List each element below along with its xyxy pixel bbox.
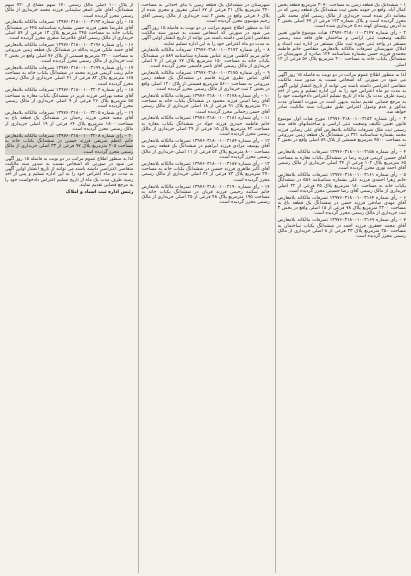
notice-paragraph: ۱۹ – رأی شماره ۱۳۹۷۶۰۳۱۸۰۰۱۰۰۳۲۰۵ تصرفات مالکانه بلامعارض آقای مجید فتحی فرزند رحمان در ششدانگ یک قطعه باغ به مساحت ۱۸۰۰ مترمربع پلاک ۶۴ فرعی از ۱۹ اصلی خریداری از مالک رسمی محرز گردیده است.	[5, 111, 134, 133]
column-right	[275, 3, 408, 573]
notice-paragraph: ۶ – رأی شماره ۱۳۹۷۶۰۳۱۸۰۰۱۰۰۳۱۶۴ تصرفات مالکانه بلامعارض آقای مهدی صادقی فرزند حسن در ششدانگ یک قطعه باغ به مساحت ۲۲۰۰ مترمربع پلاک ۷۸ فرعی از ۱۵ اصلی واقع در بخش ۳ ثبت خریداری از مالک رسمی محرز گردیده است.	[277, 195, 406, 217]
notice-paragraph: ۷ – رأی شماره ۱۳۹۷۶۰۳۱۸۰۰۱۰۰۳۱۶۹ تصرفات مالکانه بلامعارض آقای محمد جعفری فرزند احمد در ششدانگ یکباب ساختمان به مساحت ۲۵۰ مترمربع پلاک ۳۳ فرعی از ۸ اصلی خریداری از مالک رسمی محرز گردیده است.	[277, 218, 406, 240]
notice-paragraph: ۱۴ – رأی شماره ۱۳۹۷۶۰۳۱۸۰۰۱۰۰۳۱۹۰ تصرفات مالکانه بلامعارض خانم سکینه رحیمی فرزند قربان در ششدانگ یکباب خانه به مساحت ۱۹۵ مترمربع پلاک ۴۸ فرعی از ۲۵ اصلی خریداری از مالک رسمی محرز گردیده است.	[141, 184, 270, 206]
notice-paragraph: ۱۸ – رأی شماره ۱۳۹۷۶۰۳۱۸۰۰۱۰۰۳۲۰۲ تصرفات مالکانه بلامعارض آقای سعید بهرامی فرزند عزیز در ششدانگ یکباب مغازه به مساحت ۵۸ مترمربع پلاک ۲۶ فرعی از ۹ اصلی خریداری از مالک رسمی محرز گردیده است.	[5, 88, 134, 110]
notice-paragraph: رئیس اداره ثبت اسناد و املاک	[65, 189, 134, 195]
column-middle	[138, 3, 271, 573]
text-columns	[3, 3, 408, 573]
column-left	[3, 3, 135, 573]
notice-paragraph: ۱۵ – رأی شماره ۱۳۹۷۶۰۳۱۸۰۰۱۰۰۳۱۹۳ تصرفات مالکانه بلامعارض آقای علیرضا نجفی فرزند حسن بشماره شناسنامه ۴۴۵ در ششدانگ یکباب خانه به مساحت ۲۴۵ مترمربع پلاک ۱۳ فرعی از ۵۴ اصلی خریداری از مالک رسمی آقای غلامرضا صفری محرز گردیده است.	[5, 20, 134, 42]
notice-paragraph: لذا به منظور اطلاع عموم مراتب در دو نوبت به فاصله ۱۵ روز آگهی می شود در صورتی که اشخاص نسبت به صدور سند مالکیت متقاضی اعتراضی داشته باشند می توانند از تاریخ انتشار اولین آگهی به مدت دو ماه اعتراض خود را به این اداره تسلیم و پس از اخذ رسید ظرف مدت یک ماه از تاریخ تسلیم اعتراض دادخواست خود را به مرجع قضایی تقدیم نمایند بدیهی است در صورت انقضای مدت مذکور و عدم وصول اعتراض طبق مقررات سند مالکیت صادر خواهد شد.	[277, 73, 406, 116]
notice-paragraph: ۱۱ – رأی شماره ۱۳۹۷۶۰۳۱۸۰۰۱۰۰۳۱۸۱ تصرفات مالکانه بلامعارض خانم فاطمه حیدری فرزند جواد در ششدانگ یکباب مغازه به مساحت ۴۲ مترمربع پلاک ۱۵ فرعی از ۲۹ اصلی خریداری از مالک رسمی محرز گردیده است.	[141, 116, 270, 138]
notice-paragraph: ۱۷ – رأی شماره ۱۳۹۷۶۰۳۱۸۰۰۱۰۰۳۱۹۹ تصرفات مالکانه بلامعارض خانم زینب کریمی فرزند محمد در ششدانگ یکباب خانه به مساحت ۱۶۵ مترمربع پلاک ۸۲ فرعی از ۴۱ اصلی خریداری از مالک رسمی محرز گردیده است.	[5, 65, 134, 87]
notice-paragraph: ۲۰ – رأی شماره ۱۳۹۷۶۰۳۱۸۰۰۱۰۰۳۲۰۸ تصرفات مالکانه بلامعارض خانم اعظم شریفی فرزند حسین در ششدانگ یکباب خانه به مساحت ۲۰۵ مترمربع پلاک ۹۷ فرعی از ۳۳ اصلی خریداری از مالک رسمی محرز گردیده است.	[5, 133, 134, 155]
notice-paragraph: ۱۳ – رأی شماره ۱۳۹۷۶۰۳۱۸۰۰۱۰۰۳۱۸۷ تصرفات مالکانه بلامعارض آقای اکبر طاهری فرزند حسین در ششدانگ یکباب خانه به مساحت ۲۷۰ مترمربع پلاک ۷۳ فرعی از ۳۶ اصلی خریداری از مالک رسمی محرز گردیده است.	[141, 161, 270, 183]
notice-paragraph: لذا به منظور اطلاع عموم مراتب در دو نوبت به فاصله ۱۵ روز آگهی می شود در صورتی که اشخاص نسبت به صدور سند مالکیت متقاضی اعتراضی داشته باشند می توانند از تاریخ انتشار اولین آگهی به مدت دو ماه اعتراض خود را به این اداره تسلیم نمایند.	[141, 25, 270, 47]
notice-paragraph: از پلاک ۱۰۰ اصلی مالک رسمی ۱۷۰ سهم مشاع از ۷۲۰ سهم ششدانگ، آقای علی اصغر سلیمانی فرزند محمد خریداری از مالک رسمی محرز گردیده است.	[5, 3, 134, 19]
notice-paragraph: ۳ – رأی شماره ۱۳۹۷۶۰۳۱۸۰۰۱۰۰۳۱۵۲ مورخ هیات اول موضوع قانون تعیین تکلیف وضعیت ثبتی اراضی و ساختمانهای فاقد سند رسمی ثبت ملک تصرفات مالکانه بلامعارض آقای علی رضایی فرزند محمد بشماره شناسنامه ۳۲۱ در ششدانگ یک قطعه زمین مزروعی به مساحت ۴۵۰۰ مترمربع قسمتی از پلاک ۸۹ اصلی واقع در بخش ۲ ثبت.	[277, 116, 406, 149]
notice-paragraph: ۲ – رأی شماره ۱۳۹۷۶۰۳۱۸۰۰۱۰۰۳۱۴۷ هیات موضوع قانون تعیین تکلیف وضعیت ثبتی اراضی و ساختمان های فاقد سند رسمی مستقر در واحد ثبتی حوزه ثبت ملک مستقر در اداره ثبت اسناد و املاک شهرستان تصرفات مالکانه بلامعارض متقاضی خانم فاطمه محمدی فرزند حسن بشماره شناسنامه ۱۲۴ صادره از شهرستان در ششدانگ یکباب خانه به مساحت ۲۰۰ مترمربع پلاک ۵۶ فرعی از ۱۲ اصلی.	[277, 30, 406, 68]
notice-paragraph: ۱۲ – رأی شماره ۱۳۹۷۶۰۳۱۸۰۰۱۰۰۳۱۸۴ تصرفات مالکانه بلامعارض آقای یوسف مرادی فرزند ابراهیم در ششدانگ یک قطعه زمین به مساحت ۸۰۰ مترمربع پلاک ۵۲ فرعی از ۱۱ اصلی خریداری از مالک رسمی محرز گردیده است.	[141, 139, 270, 161]
notice-paragraph: لذا به منظور اطلاع عموم مراتب در دو نوبت به فاصله ۱۵ روز آگهی می شود در صورتی که اشخاص نسبت به صدور سند مالکیت متقاضی اعتراضی داشته باشند می توانند از تاریخ انتشار اولین آگهی به مدت دو ماه اعتراض خود را به این اداره تسلیم و پس از اخذ رسید ظرف مدت یک ماه از تاریخ تسلیم اعتراض دادخواست خود را به مرجع قضایی تقدیم نمایند.	[5, 156, 134, 188]
notice-paragraph: شهرستان در ششدانگ یک قطعه زمین با بنای احداثی به مساحت ۳۴۰ مترمربع پلاک ۲۱ فرعی از ۶۷ اصلی مفروز و مجزی شده از پلاک ۶ فرعی واقع در بخش ۲ ثبت خریداری از مالک رسمی آقای رحیم موسوی محرز گردیده است.	[141, 3, 270, 24]
notice-paragraph: ۵ – رأی شماره ۱۳۹۷۶۰۳۱۸۰۰۱۰۰۳۱۶۱ تصرفات مالکانه بلامعارض خانم زهرا احمدی فرزند علی بشماره شناسنامه ۵۵۶ در ششدانگ یکباب خانه به مساحت ۱۸۰ مترمربع پلاک ۴۵ فرعی از ۲۲ اصلی خریداری از مالک رسمی آقای رضا حسینی محرز گردیده است.	[277, 172, 406, 194]
notice-paragraph: ۱۶ – رأی شماره ۱۳۹۷۶۰۳۱۸۰۰۱۰۰۳۱۹۶ تصرفات مالکانه بلامعارض آقای حمید ملکی فرزند یدالله در ششدانگ یک قطعه زمین مزروعی به مساحت ۳۲۰۰ مترمربع قسمتی از پلاک ۷۶ اصلی واقع در بخش ۲ ثبت خریداری از مالک رسمی محرز گردیده است.	[5, 43, 134, 64]
notice-paragraph: ۱۰ – رأی شماره ۱۳۹۷۶۰۳۱۸۰۰۱۰۰۳۱۷۸ تصرفات مالکانه بلامعارض آقای رضا امینی فرزند محمود در ششدانگ یکباب خانه به مساحت ۲۱۰ مترمربع پلاک ۹۱ فرعی از ۱۸ اصلی خریداری از مالک رسمی آقای حسن رحمانی محرز گردیده است.	[141, 93, 270, 115]
notice-paragraph: ۹ – رأی شماره ۱۳۹۷۶۰۳۱۸۰۰۱۰۰۳۱۷۵ تصرفات مالکانه بلامعارض آقای عباس نظری فرزند قاسم در ششدانگ یک قطعه زمین مزروعی به مساحت ۵۶۰۰ مترمربع قسمتی از پلاک ۱۲۰ اصلی واقع در بخش ۲ ثبت خریداری از مالک رسمی محرز گردیده است.	[141, 71, 270, 92]
notice-paragraph: ۱ – ششدانگ یک قطعه زمین به مساحت ۳۰۷۰ مترمربع قطعه بخش کمال آباد، واقع در حومه بخش ثبت ششدانگ یک قطعه زمین که در بیعنامه ذکر شده است خریداری از مالک رسمی آقای محمد علی محرز گردیده است و پلاک شماره ۱۲۳ فرعی از ۴۷ اصلی بخش ۲ به آدرس روستای کهنه ده ۵ خریداری شده است.	[277, 3, 406, 30]
column-divider-rule	[278, 70, 406, 71]
notice-paragraph: ۴ – رأی شماره ۱۳۹۷۶۰۳۱۸۰۰۱۰۰۳۱۵۸ تصرفات مالکانه بلامعارض آقای حسین کریمی فرزند رضا در ششدانگ یکباب مغازه به مساحت ۶۵ مترمربع پلاک ۱۰۲ فرعی از ۳۴ اصلی خریداری از مالک رسمی آقای احمد نوری محرز گردیده است.	[277, 150, 406, 172]
notice-paragraph: ۸ – رأی شماره ۱۳۹۷۶۰۳۱۸۰۰۱۰۰۳۱۷۲ تصرفات مالکانه بلامعارض خانم مریم کاظمی فرزند عباس بشماره شناسنامه ۸۸۹ در ششدانگ یکباب خانه به مساحت ۱۵۰ مترمربع پلاک ۶۷ فرعی از ۴ اصلی خریداری از مالک رسمی آقای ناصر قاسمی محرز گردیده است.	[141, 48, 270, 70]
